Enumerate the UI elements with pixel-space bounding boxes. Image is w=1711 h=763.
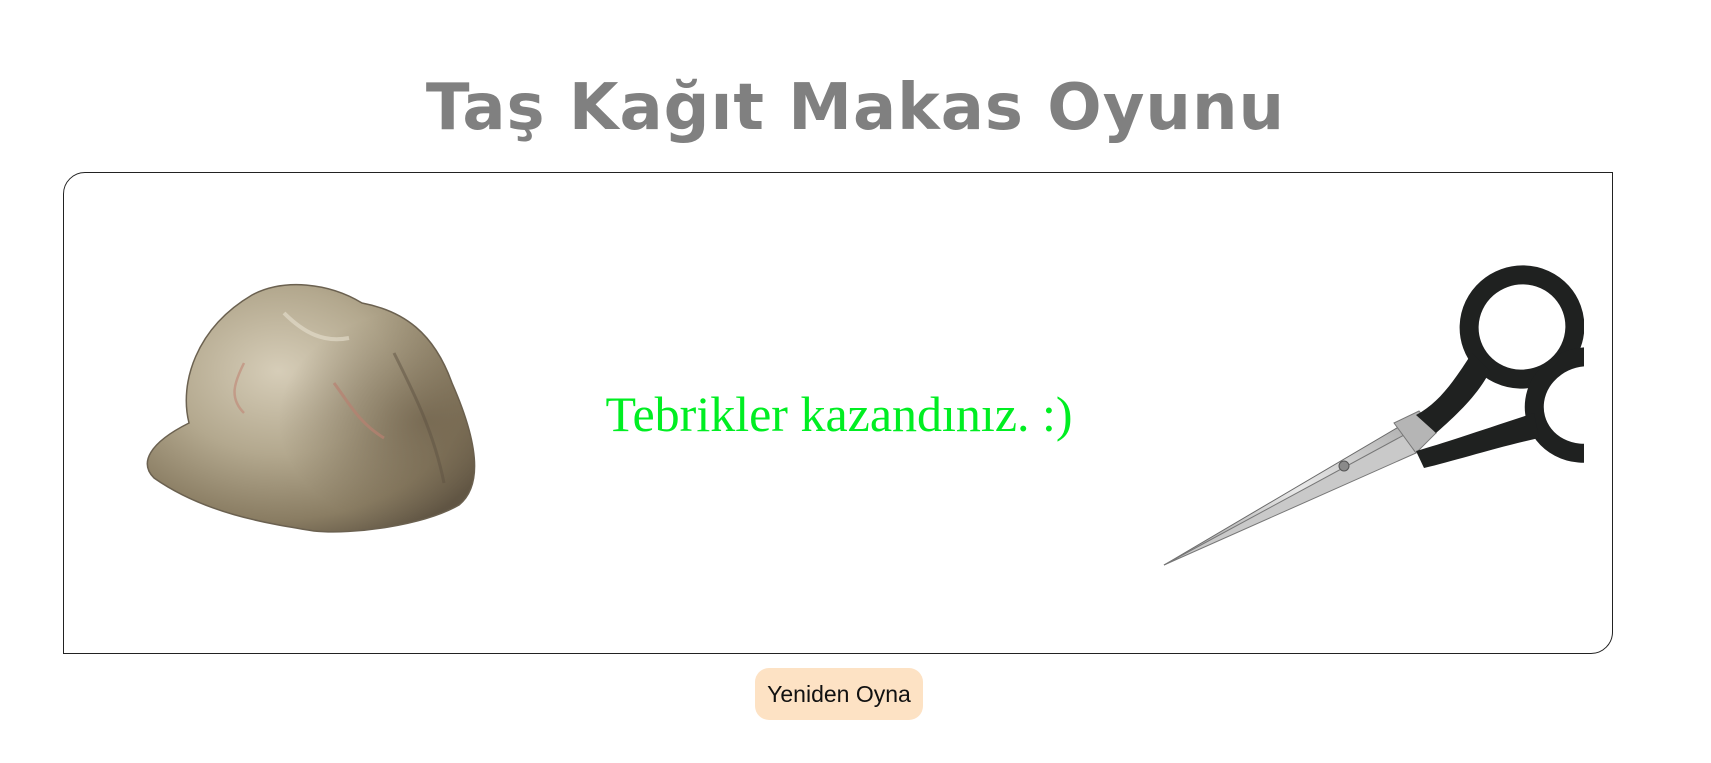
scissors-icon: [1154, 253, 1584, 573]
result-message: Tebrikler kazandınız. :): [605, 386, 1073, 442]
game-board: [63, 172, 1613, 654]
replay-button[interactable]: Yeniden Oyna: [755, 668, 923, 720]
page-title: Taş Kağıt Makas Oyunu: [425, 71, 1286, 145]
